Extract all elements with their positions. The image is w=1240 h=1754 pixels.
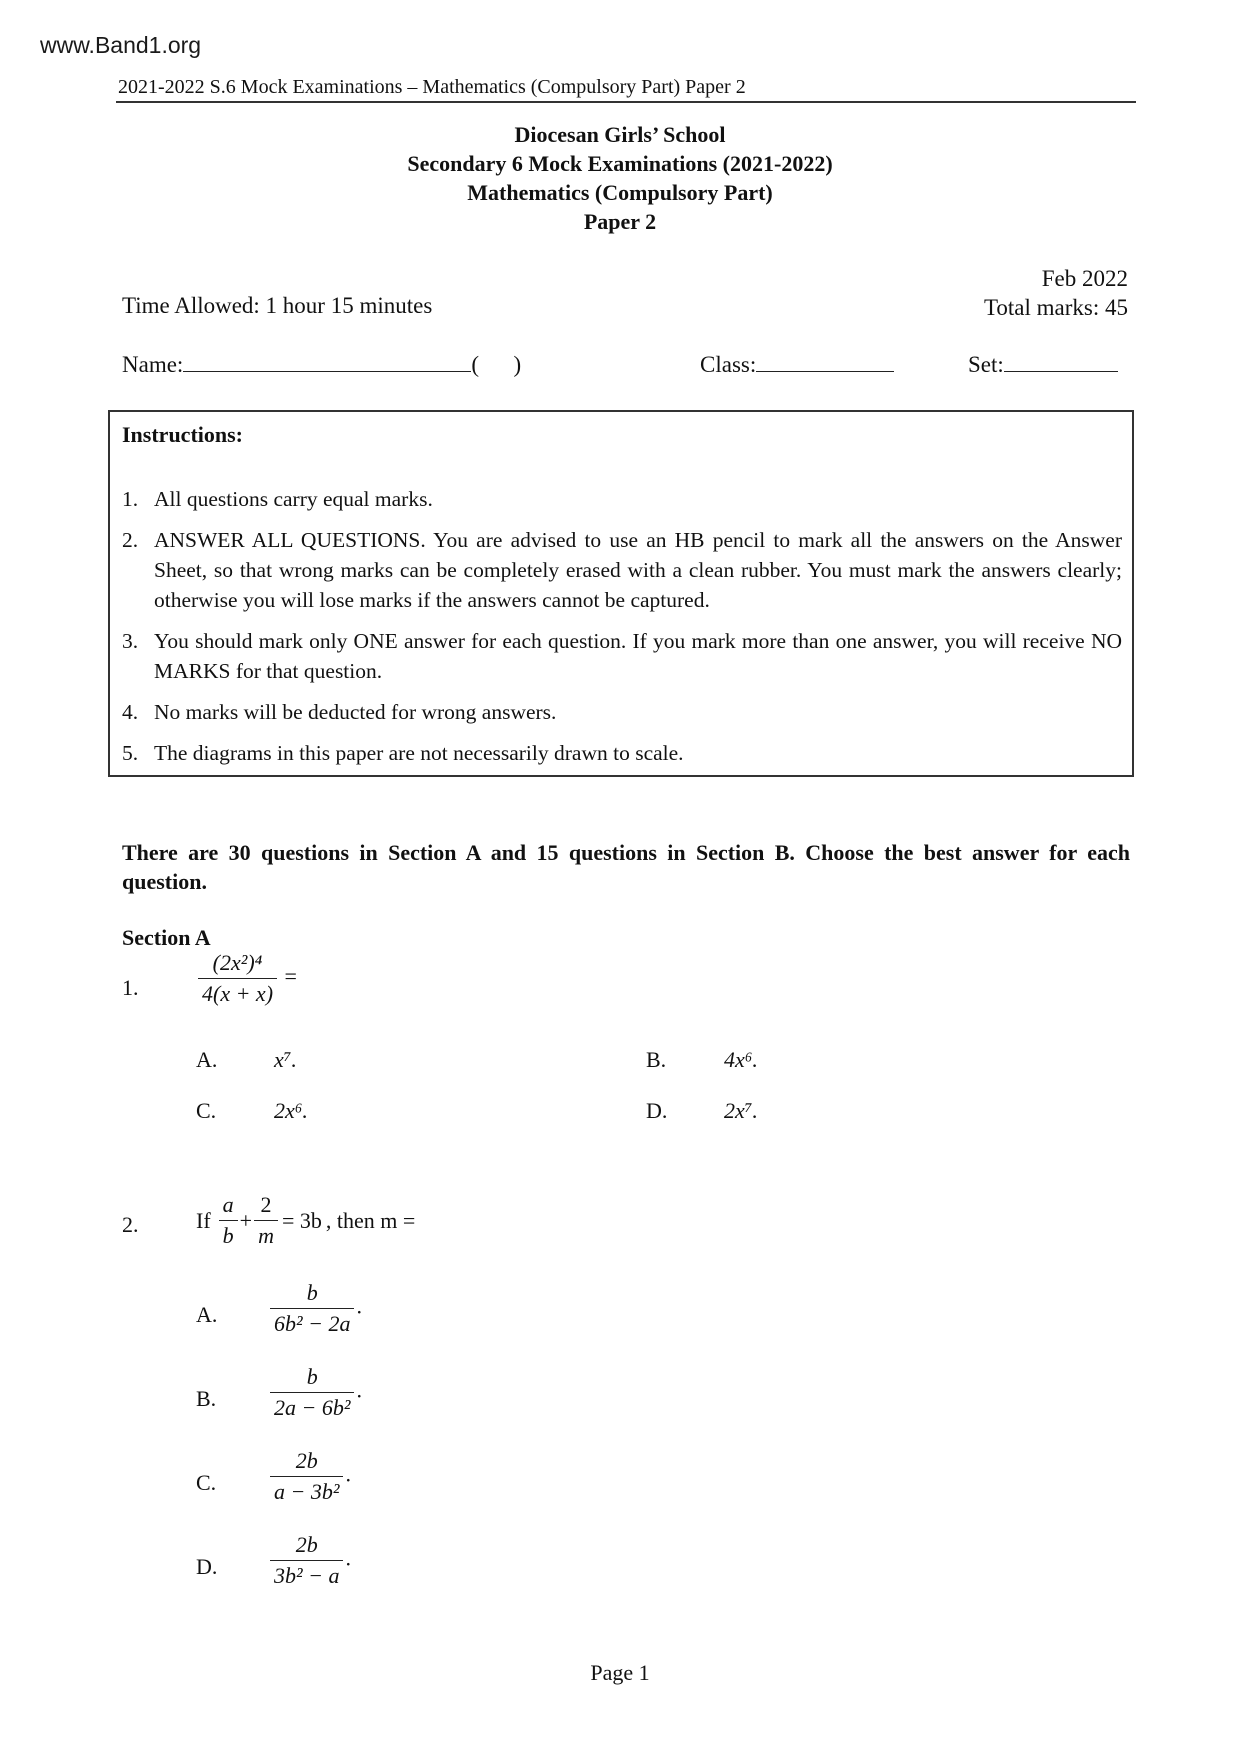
running-header: 2021-2022 S.6 Mock Examinations – Mathematics (Compulsory Part) Paper 2	[116, 76, 1136, 103]
name-field[interactable]	[183, 353, 471, 372]
title-block	[0, 120, 1240, 236]
set-field[interactable]	[1004, 353, 1118, 372]
option-text[interactable]: x⁷.	[274, 1047, 297, 1072]
exam-meta	[984, 264, 1128, 322]
option-fraction[interactable]: $\frac{2b}{\text{a − 3b²}}$ .	[268, 1448, 351, 1505]
instructions-title: Instructions:	[122, 422, 244, 447]
name-field-group	[122, 352, 521, 378]
class-number-paren: ( )	[471, 352, 522, 377]
name-label: Name:	[122, 352, 184, 377]
class-field[interactable]	[756, 353, 894, 372]
instructions-box	[108, 410, 1134, 777]
option-text[interactable]: 4x⁶.	[724, 1047, 758, 1072]
instruction-item: 5. The diagrams in this paper are not necessarily drawn to scale.	[122, 741, 684, 765]
option-text[interactable]: 2x⁶.	[274, 1098, 308, 1123]
exam-date: Feb 2022	[1041, 266, 1128, 291]
instruction-item: 4. No marks will be deducted for wrong answers.	[122, 700, 557, 724]
section-title: Section A	[122, 925, 211, 950]
set-field-group	[968, 352, 1118, 378]
class-label: Class:	[700, 352, 757, 377]
subject-title: Mathematics (Compulsory Part)	[467, 180, 773, 205]
school-name: Diocesan Girls’ School	[514, 122, 726, 147]
option-text[interactable]: 2x⁷.	[724, 1098, 758, 1123]
class-field-group	[700, 352, 894, 378]
fraction: $\frac{\text{(2x²)⁴}}{4(x + x)}$	[198, 950, 277, 1007]
option-label[interactable]: C.	[196, 1470, 217, 1495]
instruction-item: 2. ANSWER ALL QUESTIONS. You are advised to use an HB pencil to mark all the answers on the Answer Sheet, so that wrong marks can be completely erased with a clean rubber. You must mark the answers clearly; otherwise you will lose marks if the answers cannot be captured.	[122, 528, 1122, 612]
fraction: $\frac{2}{m}$	[254, 1192, 278, 1249]
watermark: www.Band1.org	[40, 32, 202, 58]
instruction-item: 3. You should mark only ONE answer for each question. If you mark more than one answer, you will receive NO MARKS for that question.	[122, 629, 1122, 683]
option-label[interactable]: C.	[196, 1098, 217, 1123]
section-intro: There are 30 questions in Section A and 15 questions in Section B. Choose the best answer for each question.	[122, 840, 1130, 894]
option-label[interactable]: D.	[196, 1554, 218, 1579]
option-label[interactable]: B.	[196, 1386, 217, 1411]
total-marks: Total marks: 45	[983, 295, 1128, 320]
option-fraction[interactable]: $\frac{b}{\text{2a − 6b²}}$ .	[268, 1364, 362, 1421]
question-number: 2.	[122, 1212, 139, 1237]
paper-title: Paper 2	[583, 209, 657, 234]
instructions-list	[122, 484, 1122, 779]
question-2-stem: If $\frac{a}{b}$ + $\frac{2}{m}$ = 3b , then m =	[196, 1192, 416, 1248]
set-label: Set:	[968, 352, 1004, 377]
exam-title: Secondary 6 Mock Examinations (2021-2022)	[407, 151, 833, 176]
option-fraction[interactable]: $\frac{2b}{\text{3b² − a}}$ .	[268, 1532, 351, 1589]
question-1-stem: $\frac{\text{(2x²)⁴}}{4(x + x)}$ =	[196, 950, 297, 1007]
option-label[interactable]: B.	[646, 1047, 667, 1072]
page-number: Page 1	[590, 1660, 650, 1685]
question-number: 1.	[122, 975, 139, 1000]
option-label[interactable]: D.	[646, 1098, 668, 1123]
option-label[interactable]: A.	[196, 1047, 218, 1072]
option-fraction[interactable]: $\frac{b}{\text{6b² − 2a}}$ .	[268, 1280, 362, 1337]
option-label[interactable]: A.	[196, 1302, 218, 1327]
fraction: $\frac{a}{b}$	[219, 1192, 238, 1249]
instruction-item: 1. All questions carry equal marks.	[122, 487, 433, 511]
time-allowed: Time Allowed: 1 hour 15 minutes	[122, 293, 433, 318]
